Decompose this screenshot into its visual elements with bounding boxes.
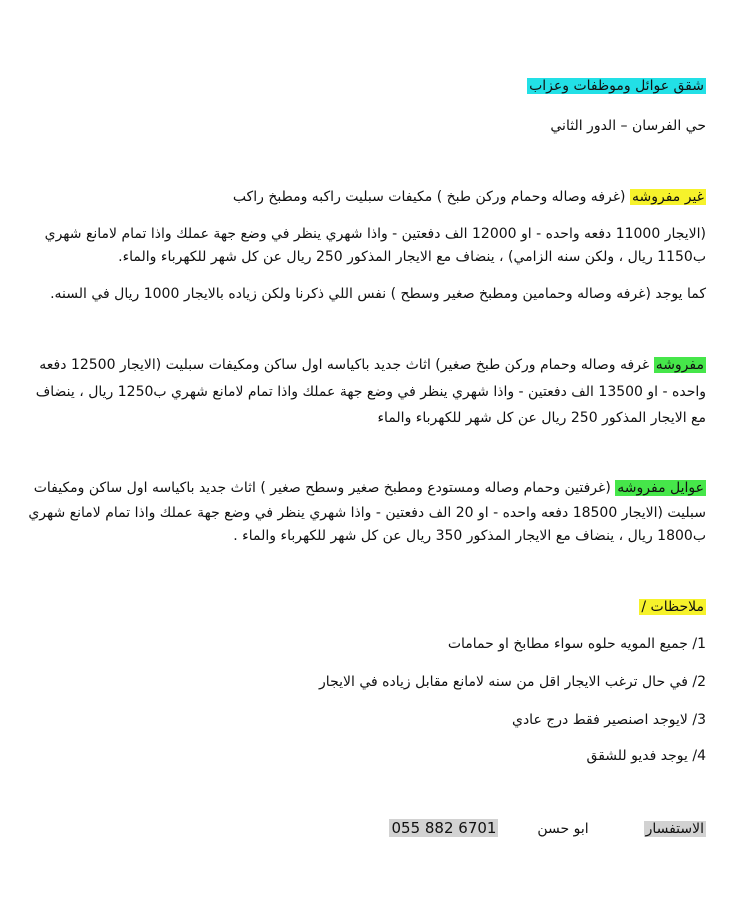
note-item: 1/ جميع المويه حلوه سواء مطابخ او حمامات: [447, 636, 706, 652]
furnished-line-1: [39, 355, 706, 375]
family-furnished-line-1-text: (غرفتين وحمام وصاله ومستودع ومطبخ صغير وسطح صغير ) اثاث جديد باكياسه اول ساكن ومكيفات: [33, 480, 616, 496]
family-furnished-label: عوايل مفروشه: [617, 480, 704, 496]
title-highlight: شقق عوائل وموظفات وعزاب: [529, 78, 704, 94]
contact-name: ابو حسن: [537, 821, 589, 837]
furnished-line-1-text: غرفه وصاله وحمام وركن طبخ صغير) اثاث جديد باكياسه اول ساكن ومكيفات سبليت (الايجار 12500 دفعه: [39, 357, 654, 373]
contact-phone[interactable]: 055 882 6701: [391, 819, 497, 837]
note-item: 3/ لايوجد اصنصير فقط درج عادي: [511, 712, 706, 728]
unfurnished-line-1: (الايجار 11000 دفعه واحده - او 12000 الف دفعتين - واذا شهري ينظر في وضع جهة عملك واذا تمام لامانع شهري: [44, 226, 706, 242]
unfurnished-line-3: كما يوجد (غرفه وصاله وحمامين ومطبخ صغير وسطح ) نفس اللي ذكرنا ولكن زياده بالايجار 1000 ريال في السنه.: [50, 286, 706, 302]
location-line: حي الفرسان – الدور الثاني: [550, 118, 706, 134]
note-item: 2/ في حال ترغب الايجار اقل من سنه لامانع مقابل زياده في الايجار: [319, 674, 706, 690]
note-item: 4/ يوجد فديو للشقق: [586, 748, 706, 764]
family-furnished-line-1: [34, 478, 706, 498]
notes-heading: [639, 597, 706, 617]
unfurnished-heading-text: (غرفه وصاله وحمام وركن طبخ ) مكيفات سبليت راكبه ومطبخ راكب: [232, 189, 630, 205]
unfurnished-heading: [233, 187, 706, 207]
furnished-line-2: واحده - او 13500 الف دفعتين - واذا شهري ينظر في وضع جهة عملك واذا تمام لامانع شهري ب1250 ريال ، ينضاف: [35, 384, 706, 400]
family-furnished-line-3: ب1800 ريال ، ينضاف مع الايجار المذكور 350 ريال عن كل شهر للكهرباء والماء .: [233, 528, 706, 544]
furnished-label: مفروشه: [655, 357, 704, 373]
contact-line: [389, 818, 706, 839]
unfurnished-line-2: ب1150 ريال ، ولكن سنه الزامي) ، ينضاف مع الايجار المذكور 250 ريال عن كل شهر للكهرباء والماء.: [118, 249, 706, 265]
family-furnished-line-2: سبليت (الايجار 18500 دفعه واحده - او 20 الف دفعتين - واذا شهري ينظر في وضع جهة عملك واذا تمام لامانع شهري: [28, 505, 706, 521]
furnished-line-3: مع الايجار المذكور 250 ريال عن كل شهر للكهرباء والماء: [377, 410, 706, 426]
unfurnished-label: غير مفروشه: [631, 189, 704, 205]
contact-label: الاستفسار: [645, 821, 704, 837]
notes-heading-highlight: ملاحظات /: [641, 599, 704, 615]
document-title: [527, 76, 706, 96]
